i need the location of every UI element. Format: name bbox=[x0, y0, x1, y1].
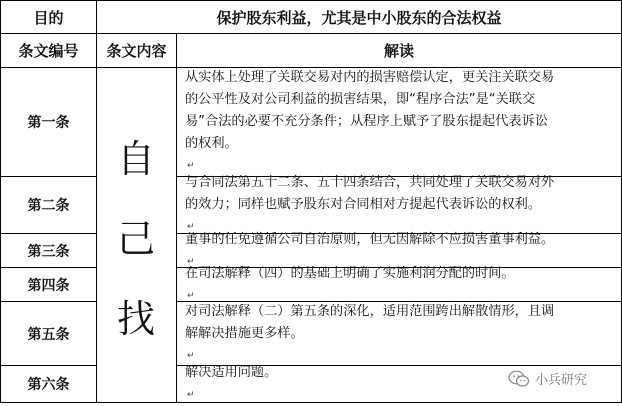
article-number: 第一条 bbox=[27, 115, 70, 131]
article-number: 第六条 bbox=[27, 377, 70, 393]
column-header-reading bbox=[177, 34, 621, 67]
table-row-reading bbox=[177, 177, 621, 233]
column-header-article bbox=[1, 34, 96, 67]
column-header-content bbox=[97, 34, 176, 67]
reading-line: 与合同法第五十二条、五十四条结合，共同处理了关联交易对外 bbox=[185, 175, 555, 190]
reading-line: 在司法解释（四）的基础上明确了实施利润分配的时间。 bbox=[185, 265, 515, 281]
table-row-article bbox=[1, 234, 96, 267]
reading-line: 解决适用问题。 bbox=[185, 365, 278, 380]
reading-line: 易”合法的必要不充分条件；从程序上赋予了股东提起代表诉讼 bbox=[185, 114, 548, 129]
paragraph-mark: ↵ bbox=[187, 222, 195, 232]
paragraph-mark: ↵ bbox=[187, 290, 195, 301]
content-char-2: 己 bbox=[116, 217, 155, 261]
table-row-article bbox=[1, 177, 96, 233]
paragraph-mark: ↵ bbox=[187, 350, 195, 361]
article-number: 第三条 bbox=[27, 243, 70, 260]
table-row-article bbox=[1, 302, 96, 365]
table-row-reading bbox=[177, 265, 621, 301]
table-row-article bbox=[1, 68, 96, 176]
reading-line: 的权利。 bbox=[185, 136, 238, 151]
column-header-article-text: 条文编号 bbox=[18, 42, 79, 60]
table-row-article bbox=[1, 268, 96, 301]
reading-line: 的效力；同样也赋予股东对合同相对方提起代表诉讼的权利。 bbox=[185, 197, 542, 212]
table-row-reading bbox=[177, 366, 507, 402]
watermark bbox=[508, 369, 587, 388]
article-number: 第二条 bbox=[27, 198, 70, 214]
article-number: 第四条 bbox=[27, 277, 70, 294]
purpose-text bbox=[97, 1, 621, 33]
reading-line: 董事的任免遵循公司自治原则，但无因解除不应损害董事利益。 bbox=[185, 231, 555, 247]
table-row-reading bbox=[177, 68, 621, 176]
paragraph-mark: ↵ bbox=[187, 256, 195, 267]
paragraph-mark: ↵ bbox=[187, 161, 195, 171]
wechat-icon bbox=[508, 370, 530, 388]
table-row-reading bbox=[177, 302, 621, 365]
article-number: 第五条 bbox=[27, 326, 70, 343]
watermark-text: 小兵研究 bbox=[535, 373, 588, 388]
purpose-text-value: 保护股东利益，尤其是中小股东的合法权益 bbox=[216, 8, 502, 27]
content-char-1: 自 bbox=[116, 137, 155, 181]
column-header-content-text: 条文内容 bbox=[106, 42, 167, 60]
purpose-label-text: 目的 bbox=[33, 8, 64, 27]
column-header-reading-text: 解读 bbox=[383, 42, 414, 60]
reading-line: 的公平性及对公司利益的损害结果，即“程序合法”是“关联交 bbox=[185, 92, 536, 107]
reading-line: 对司法解释（二）第五条的深化，适用范围跨出解散情形，且调 bbox=[185, 303, 555, 319]
content-char-3: 找 bbox=[116, 297, 155, 341]
table-row-article bbox=[1, 366, 96, 402]
reading-line: 解解决措施更多样。 bbox=[185, 325, 304, 341]
purpose-label bbox=[1, 1, 96, 33]
reading-line: 从实体上处理了关联交易对内的损害赔偿认定，更关注关联交易 bbox=[185, 70, 555, 85]
paragraph-mark: ↵ bbox=[187, 390, 195, 400]
